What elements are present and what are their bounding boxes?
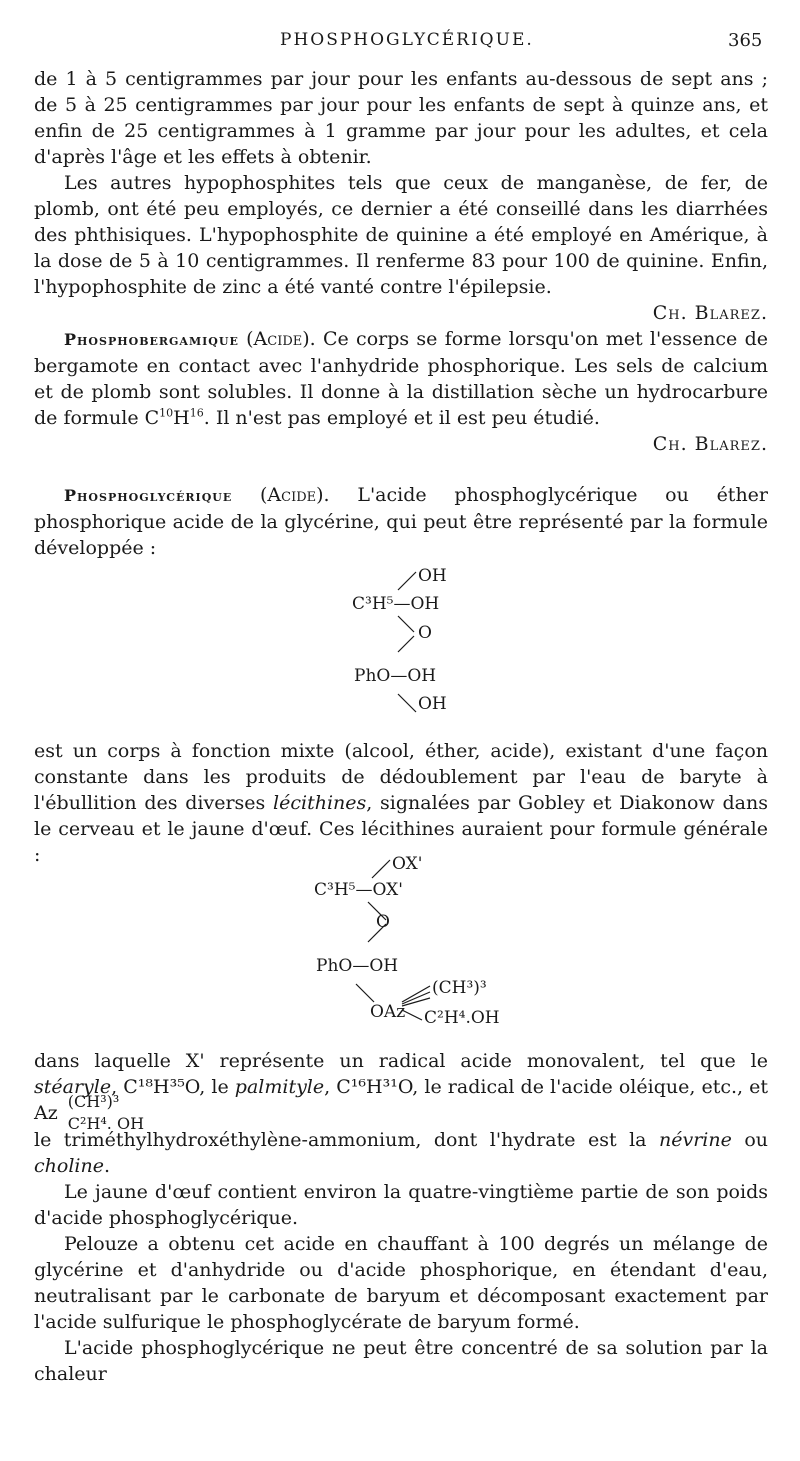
italic-term: palmityle xyxy=(234,1076,325,1098)
entry-text: , C¹⁶H³¹O, le radical de l'acide oléique, etc., et Az xyxy=(34,1076,768,1124)
formula-group: OH xyxy=(418,566,447,586)
italic-term: stéaryle xyxy=(34,1076,112,1098)
ammonium-formula xyxy=(64,1092,146,1133)
author-signature: Ch. Blarez. xyxy=(652,302,768,324)
italic-term: choline xyxy=(34,1155,104,1177)
formula-bonds xyxy=(340,566,480,716)
punctuation: , xyxy=(111,1076,118,1098)
formula-bonds xyxy=(314,852,534,1032)
formula-group: O xyxy=(418,623,432,643)
formula-group: C²H⁴. OH xyxy=(67,1114,145,1133)
formula-superscript: 16 xyxy=(189,406,204,420)
punctuation: . xyxy=(103,1155,110,1177)
italic-term: névrine xyxy=(658,1129,732,1151)
formula-group: (CH³)³ xyxy=(67,1092,120,1111)
entry-text: dans laquelle X' représente un radical acide monovalent, tel que le xyxy=(34,1050,768,1072)
phosphoglycerique-continued xyxy=(34,1048,768,1387)
paragraph: Pelouze a obtenu cet acide en chauffant à 100 degrés un mélange de glycérine et d'anhydride ou d'acide phosphorique, en étendant d'eau, neutralisant par le carbonate de baryum et décomposant exactement par l'acide sulfurique le phosphoglycérate de baryum formé. xyxy=(34,1233,768,1333)
entry-text: L'acide phosphoglycérique ou éther phosphorique acide de la glycérine, qui peut être représenté par la formule développée : xyxy=(34,484,769,559)
hypophosphites-section xyxy=(34,66,768,326)
author-signature: Ch. Blarez. xyxy=(652,433,768,455)
formula-superscript: 10 xyxy=(159,406,174,420)
paragraph: Les autres hypophosphites tels que ceux de manganèse, de fer, de plomb, ont été peu employés, ce dernier a été conseillé dans les diarrhées des phthisiques. L'hypophosphite de quinine a été employé en Amérique, à la dose de 5 à 10 centigrammes. Il renferme 83 pour 100 de quinine. Enfin, l'hypophosphite de zinc a été vanté contre l'épilepsie. xyxy=(34,172,768,298)
formula-group: C²H⁴.OH xyxy=(424,1008,500,1028)
entry-text: Ce corps se forme lorsqu'on met l'essence de bergamote en contact avec l'anhydride phosphorique. Les sels de calcium et de plomb sont solubles. Il donne à la distillation sèche un hydrocarbure de formule C xyxy=(34,328,768,429)
entry-text: le triméthylhydroxéthylène-ammonium, dont l'hydrate est la xyxy=(34,1129,647,1151)
formula-group: OAz xyxy=(370,1002,406,1022)
entry-headword: Phosphoglycérique xyxy=(64,486,233,505)
formula-group: C³H⁵—OH xyxy=(352,594,440,614)
paragraph: Le jaune d'œuf contient environ la quatre-vingtième partie de son poids d'acide phosphoglycérique. xyxy=(34,1181,768,1229)
paragraph: de 1 à 5 centigrammes par jour pour les enfants au-dessous de sept ans ; de 5 à 25 centigrammes par jour pour les enfants de sept à quinze ans, et enfin de 25 centigrammes à 1 gramme par jour pour les adultes, et cela d'après l'âge et les effets à obtenir. xyxy=(34,68,768,168)
formula-group: PhO—OH xyxy=(354,666,437,686)
italic-term: lécithines xyxy=(273,792,367,814)
formula-element: H xyxy=(173,407,190,429)
formula-group: OX' xyxy=(392,854,423,874)
phosphoglycerique-description xyxy=(34,738,768,868)
formula-group: C³H⁵—OX' xyxy=(314,880,403,900)
formula-inline: C¹⁸H³⁵O, le xyxy=(123,1076,229,1098)
page-number: 365 xyxy=(728,30,763,51)
paragraph: L'acide phosphoglycérique ne peut être concentré de sa solution par la chaleur xyxy=(34,1337,768,1385)
entry-headword: Phosphobergamique xyxy=(64,330,239,349)
entry-text: , signalées par Gobley et Diakonow dans le cerveau et le jaune d'œuf. Ces lécithines auraient pour formule générale : xyxy=(34,792,768,866)
entry-text: ou xyxy=(744,1129,769,1151)
structural-formula-lecithin xyxy=(314,852,534,1032)
phosphoglycerique-entry xyxy=(34,482,768,561)
entry-text: est un corps à fonction mixte (alcool, éther, acide), existant d'une façon constante dans les produits de dédoublement par l'eau de baryte à l'ébullition des diverses xyxy=(34,740,768,814)
phosphobergamique-entry xyxy=(34,326,768,457)
entry-kind: (Acide). xyxy=(260,484,330,506)
running-head: PHOSPHOGLYCÉRIQUE. xyxy=(280,30,534,50)
structural-formula-acid xyxy=(340,566,480,716)
formula-group: O xyxy=(376,912,390,932)
formula-group: OH xyxy=(418,694,447,714)
entry-text: . Il n'est pas employé et il est peu étudié. xyxy=(203,407,600,429)
formula-group: (CH³)³ xyxy=(432,978,487,998)
formula-group: PhO—OH xyxy=(316,956,399,976)
entry-kind: (Acide). xyxy=(246,328,316,350)
